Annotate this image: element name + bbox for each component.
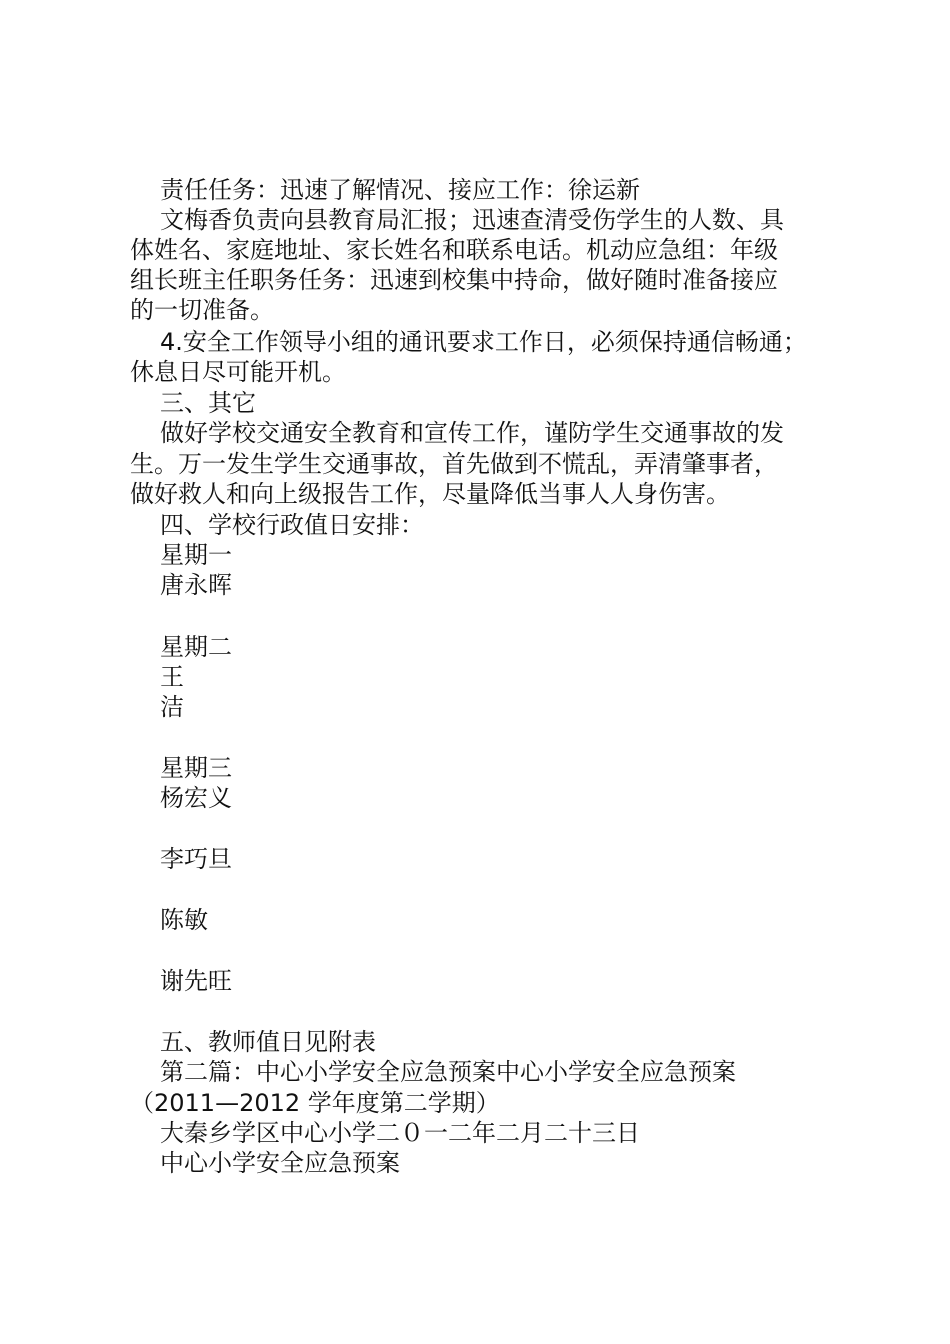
article-title: 第二篇：中心小学安全应急预案中心小学安全应急预案 <box>160 1058 736 1086</box>
paragraph-line: 生。万一发生学生交通事故，首先做到不慌乱，弄清肇事者， <box>130 450 778 478</box>
paragraph-line: 文梅香负责向县教育局汇报；迅速查清受伤学生的人数、具 <box>160 206 784 234</box>
schedule-person: 唐永晖 <box>160 571 232 599</box>
paragraph-line: 休息日尽可能开机。 <box>130 358 346 386</box>
schedule-day: 星期三 <box>160 754 232 782</box>
paragraph-line: 责任任务：迅速了解情况、接应工作：徐运新 <box>160 176 640 204</box>
paragraph-line: 做好学校交通安全教育和宣传工作，谨防学生交通事故的发 <box>160 419 784 447</box>
paragraph-line: 4.安全工作领导小组的通讯要求工作日，必须保持通信畅通； <box>160 328 807 356</box>
article-subtitle: （2011—2012 学年度第二学期） <box>130 1089 500 1117</box>
schedule-person: 王 <box>160 663 184 691</box>
schedule-person: 陈敏 <box>160 906 208 934</box>
schedule-day: 星期二 <box>160 633 232 661</box>
paragraph-line: 体姓名、家庭地址、家长姓名和联系电话。机动应急组：年级 <box>130 236 778 264</box>
schedule-person: 洁 <box>160 693 184 721</box>
section-heading: 三、其它 <box>160 389 256 417</box>
paragraph-line: 的一切准备。 <box>130 296 274 324</box>
schedule-day: 星期一 <box>160 541 232 569</box>
article-date-line: 大秦乡学区中心小学二０一二年二月二十三日 <box>160 1119 640 1147</box>
schedule-person: 谢先旺 <box>160 967 232 995</box>
schedule-person: 李巧旦 <box>160 845 232 873</box>
schedule-person: 杨宏义 <box>160 784 232 812</box>
paragraph-line: 做好救人和向上级报告工作，尽量降低当事人人身伤害。 <box>130 480 730 508</box>
article-heading: 中心小学安全应急预案 <box>160 1149 400 1177</box>
section-heading: 四、学校行政值日安排： <box>160 511 424 539</box>
paragraph-line: 组长班主任职务任务：迅速到校集中持命，做好随时准备接应 <box>130 266 778 294</box>
section-heading: 五、教师值日见附表 <box>160 1028 376 1056</box>
